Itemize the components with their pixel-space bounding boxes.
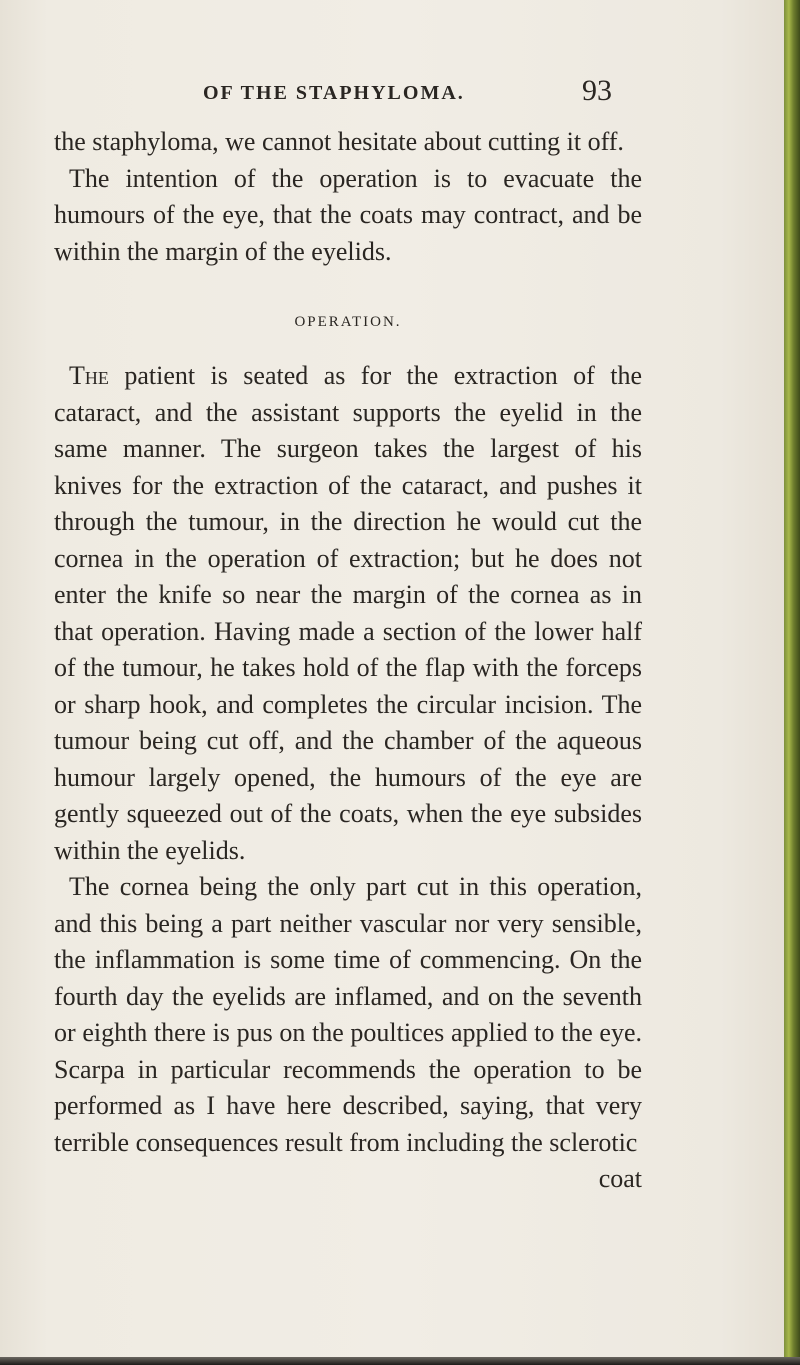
section-heading: OPERATION. [294, 314, 402, 330]
book-spine-edge [784, 0, 800, 1365]
page-number: 93 [582, 74, 612, 107]
paragraph-lead-word: The [69, 361, 109, 390]
running-head: OF THE STAPHYLOMA. [203, 82, 465, 104]
page-header [0, 72, 800, 112]
page-bottom-edge [0, 1357, 800, 1365]
paragraph-intention: The intention of the operation is to evacuate the humours of the eye, that the coats may contract, and be within the margin of the eyelids. [54, 163, 642, 266]
paragraph-operation [54, 358, 642, 869]
paragraph-cornea: The cornea being the only part cut in this operation, and this being a part neither vascular nor very sensible, the inflammation is some time of commencing. On the fourth day the eyelids are inflamed, and on the seventh or eighth there is pus on the poultices applied to the eye. Scarpa in particular recommends the operation to be performed as I have here described, saying, that very terrible consequences result from including the sclerotic [54, 872, 642, 1157]
body-text [54, 124, 642, 1198]
paragraph-continuation: the staphyloma, we cannot hesitate about cutting it off. [54, 127, 624, 156]
paragraph-operation-text: patient is seated as for the extraction of the cataract, and the assistant supports the eyelid in the same manner. The surgeon takes the largest of his knives for the extraction of the cataract, and pushes it through the tumour, in the direction he would cut the cornea in the operation of extraction; but he does not enter the knife so near the margin of the cornea as in that operation. Having made a section of the lower half of the tumour, he takes hold of the flap with the forceps or sharp hook, and completes the circular incision. The tumour being cut off, and the chamber of the aqueous humour largely opened, the humours of the eye are gently squeezed out of the coats, when the eye subsides within the eyelids. [54, 361, 642, 865]
catchword: coat [598, 1164, 642, 1193]
